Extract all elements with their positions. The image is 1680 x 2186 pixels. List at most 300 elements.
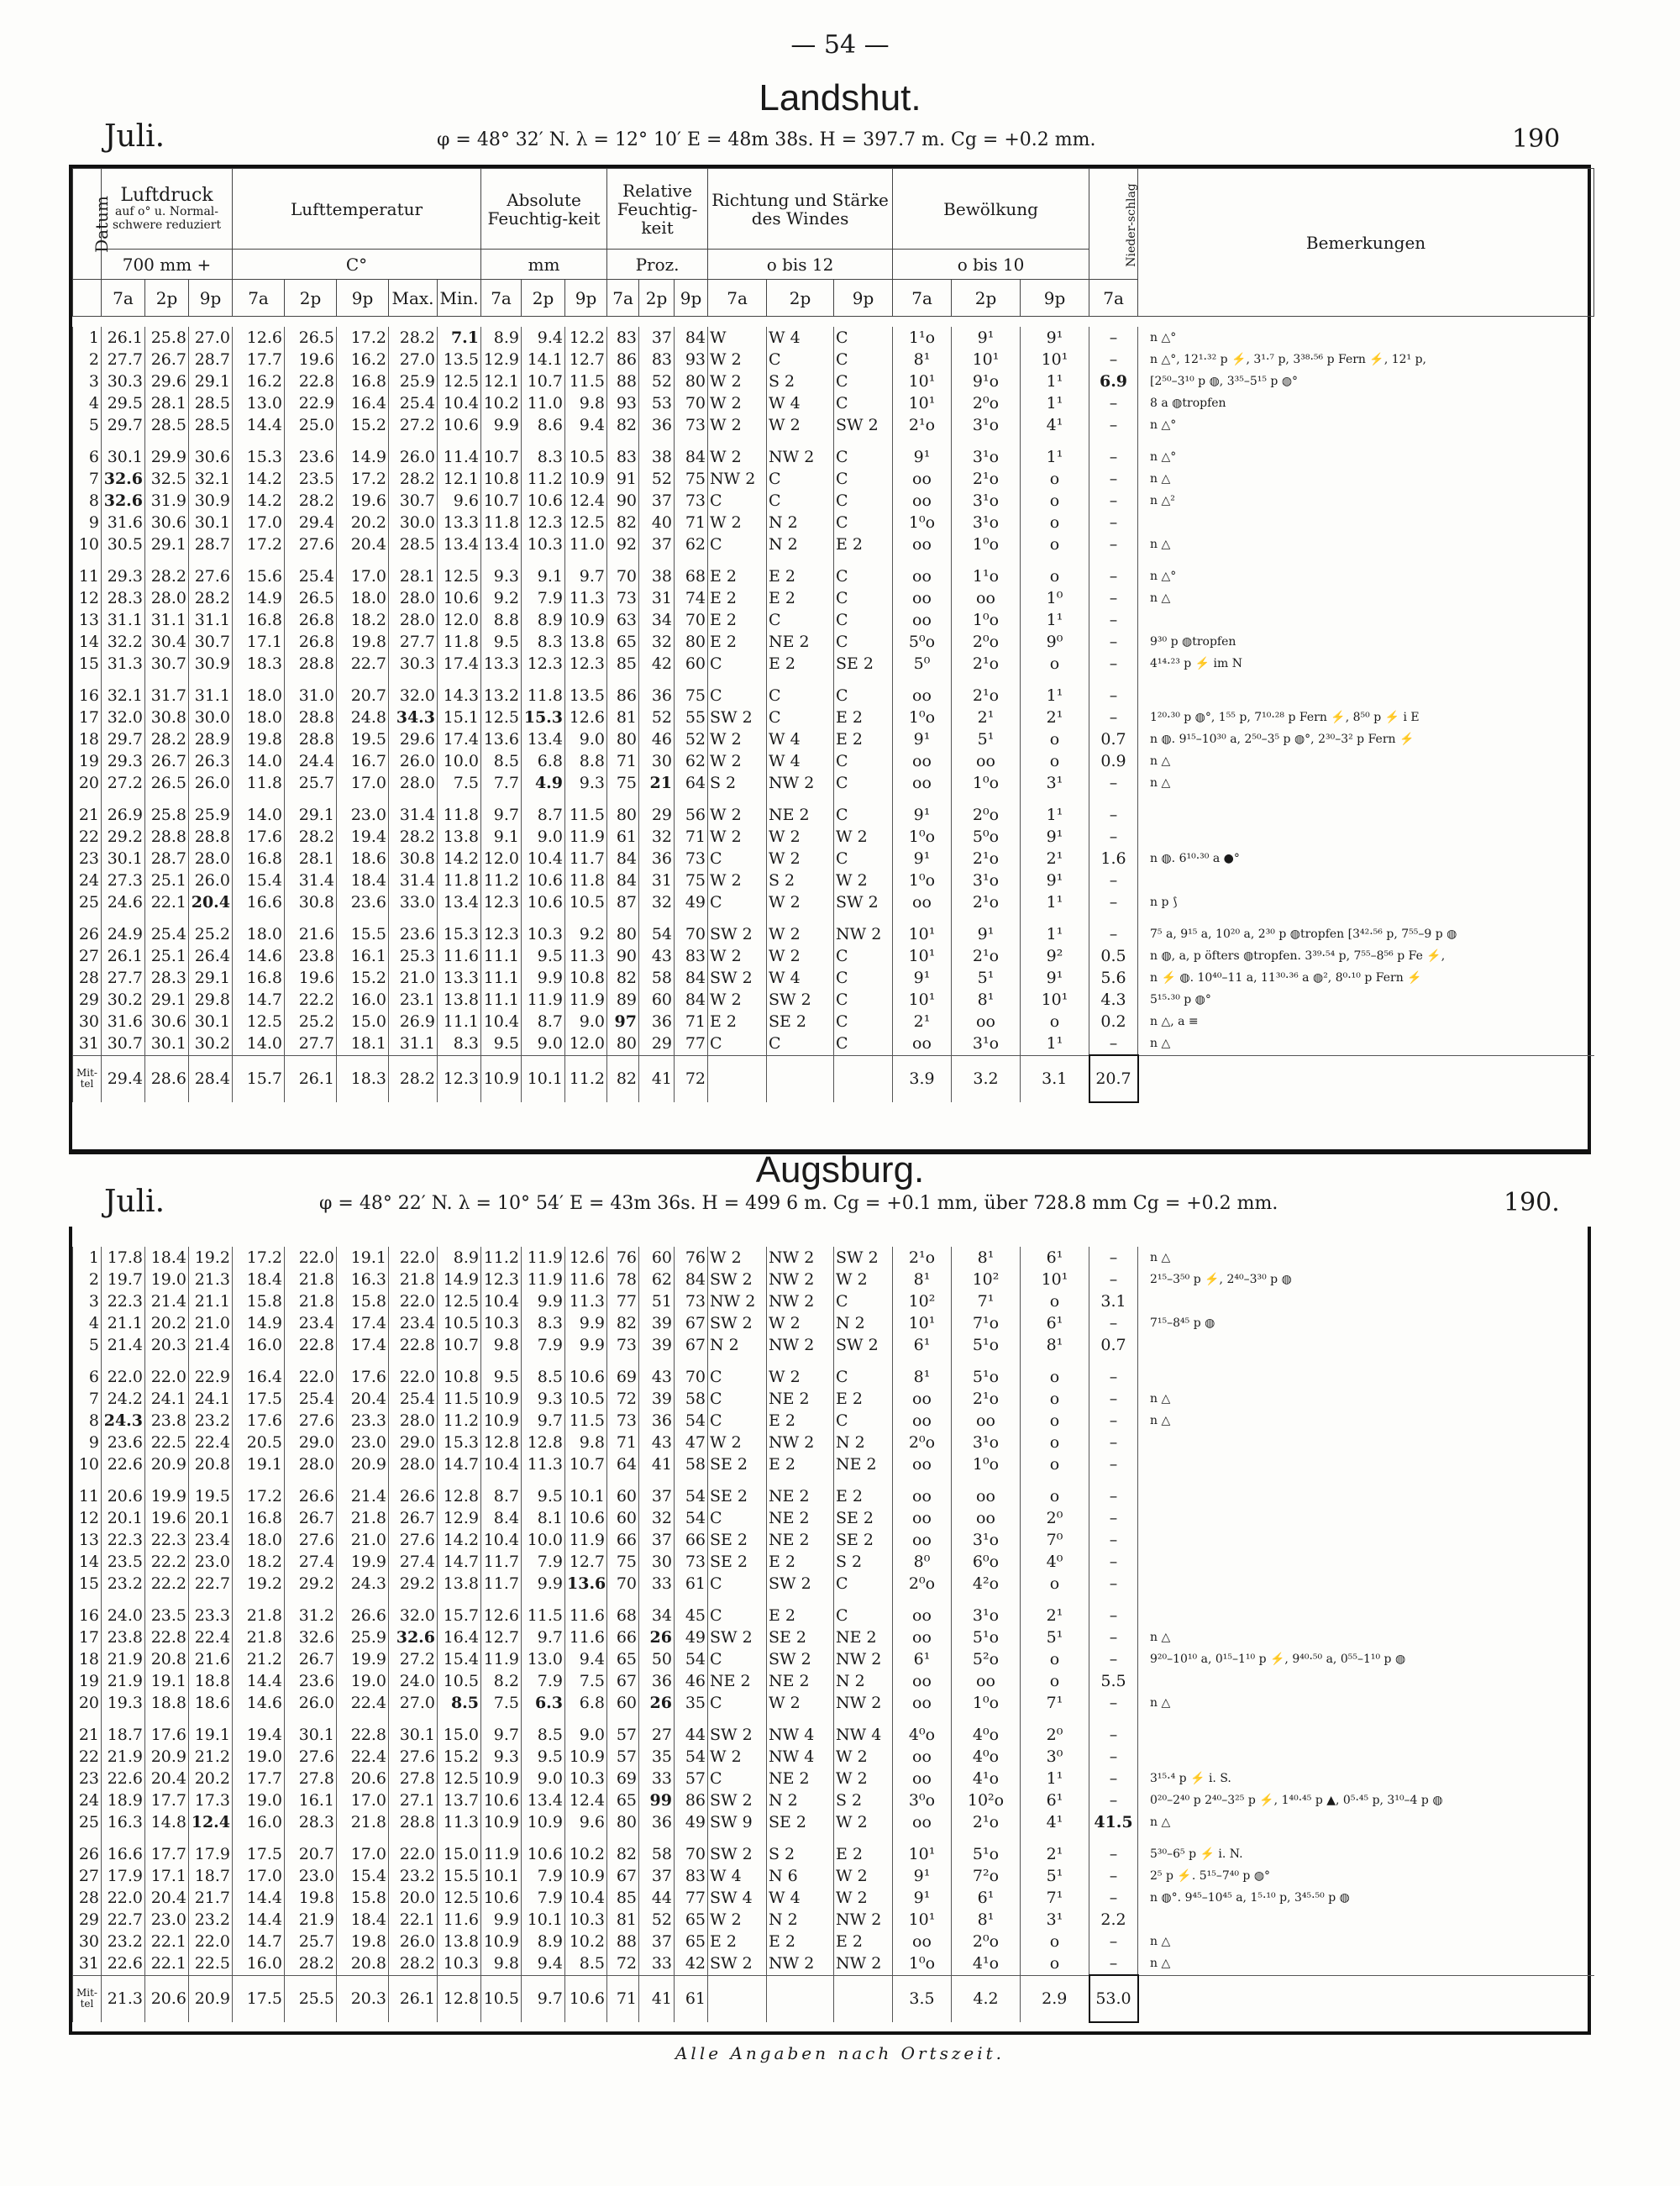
value-cell: 28.1 (285, 848, 337, 870)
value-cell: 9.9 (481, 414, 522, 436)
h-2p: 2p (285, 280, 337, 317)
value-cell: 37 (639, 1931, 675, 1952)
gap-cell (389, 1356, 438, 1366)
value-cell: 8.8 (481, 609, 522, 631)
value-cell: SE 2 (708, 1551, 767, 1573)
value-cell: 1¹ (1021, 685, 1089, 707)
value-cell: 18.0 (233, 1529, 285, 1551)
gap-cell (337, 1356, 389, 1366)
value-cell: 60 (607, 1692, 639, 1714)
value-cell: 65 (607, 1789, 639, 1811)
value-cell: 14.4 (233, 1909, 285, 1931)
gap-cell (639, 436, 675, 446)
value-cell: 1.6 (1089, 848, 1138, 870)
table-row (73, 870, 1595, 891)
value-cell: 65 (675, 1931, 708, 1952)
value-cell: 70 (675, 1366, 708, 1388)
value-cell: 30.0 (189, 707, 233, 728)
value-cell: 27.2 (389, 414, 438, 436)
gap-cell (189, 1356, 233, 1366)
value-cell: 21.9 (102, 1648, 145, 1670)
value-cell: 28.9 (189, 728, 233, 750)
value-cell: – (1089, 804, 1138, 826)
gap-cell (73, 1714, 102, 1724)
value-cell: 22.4 (337, 1692, 389, 1714)
value-cell: oo (893, 587, 952, 609)
gap-cell (952, 1833, 1021, 1843)
value-cell: 17.5 (233, 1843, 285, 1865)
value-cell: E 2 (767, 1551, 834, 1573)
value-cell: 14.2 (438, 848, 481, 870)
value-cell: 14.2 (233, 468, 285, 490)
value-cell: 8.3 (522, 631, 565, 653)
gap-cell (893, 1475, 952, 1485)
day-cell: 23 (73, 1768, 102, 1789)
day-cell: 5 (73, 1334, 102, 1356)
gap-cell (1021, 1595, 1089, 1605)
value-cell: 18.2 (337, 609, 389, 631)
remark-cell: n △ (1138, 1247, 1595, 1269)
value-cell: 23.3 (337, 1410, 389, 1432)
value-cell: 29.6 (389, 728, 438, 750)
gap-cell (767, 794, 834, 804)
gap-cell (189, 1595, 233, 1605)
value-cell: 10.9 (481, 1768, 522, 1789)
value-cell: E 2 (767, 1453, 834, 1475)
remark-cell: 2¹⁵–3⁵⁰ p ⚡, 2⁴⁰–3³⁰ p ◍ (1138, 1269, 1595, 1290)
value-cell: 9.4 (522, 327, 565, 349)
value-cell: S 2 (834, 1789, 893, 1811)
value-cell: N 2 (767, 533, 834, 555)
row-gap (73, 436, 1595, 446)
value-cell: 13.0 (522, 1648, 565, 1670)
value-cell: 10.9 (565, 1865, 607, 1887)
value-cell: 8¹ (1021, 1334, 1089, 1356)
remark-cell: 5³⁰–6⁵ p ⚡ i. N. (1138, 1843, 1595, 1865)
value-cell: 23.2 (189, 1909, 233, 1931)
value-cell: 29.1 (189, 370, 233, 392)
value-cell: 19.0 (337, 1670, 389, 1692)
value-cell: 10.6 (565, 1366, 607, 1388)
day-cell: 11 (73, 1485, 102, 1507)
value-cell: 17.2 (337, 327, 389, 349)
value-cell: 22.0 (285, 1366, 337, 1388)
value-cell: 60 (675, 653, 708, 675)
row-gap (73, 1475, 1595, 1485)
row-gap (73, 675, 1595, 685)
year-augsburg: 190. (1504, 1188, 1560, 1217)
mean-cell: 12.8 (438, 1975, 481, 2022)
value-cell: C (834, 565, 893, 587)
value-cell: 64 (607, 1453, 639, 1475)
table-row (73, 1887, 1595, 1909)
value-cell: 18.0 (233, 685, 285, 707)
gap-cell (893, 794, 952, 804)
value-cell: SE 2 (834, 1507, 893, 1529)
gap-cell (73, 1356, 102, 1366)
value-cell: W 2 (834, 870, 893, 891)
remark-cell: n ◍°. 9⁴⁵–10⁴⁵ a, 1⁵·¹⁰ p, 3⁴⁵·⁵⁰ p ◍ (1138, 1887, 1595, 1909)
gap-cell (708, 1714, 767, 1724)
value-cell: 77 (607, 1290, 639, 1312)
value-cell: 12.5 (438, 370, 481, 392)
value-cell: 60 (607, 1485, 639, 1507)
gap-cell (767, 1475, 834, 1485)
value-cell: 29.4 (285, 512, 337, 533)
gap-cell (438, 675, 481, 685)
gap-cell (893, 436, 952, 446)
gap-cell (285, 1833, 337, 1843)
value-cell: 22.2 (145, 1573, 189, 1595)
gap-cell (675, 436, 708, 446)
value-cell: 26.5 (285, 587, 337, 609)
value-cell: E 2 (767, 1410, 834, 1432)
value-cell: W 2 (708, 750, 767, 772)
value-cell: 32.6 (285, 1626, 337, 1648)
value-cell: C (708, 1033, 767, 1055)
value-cell: 11.2 (438, 1410, 481, 1432)
value-cell: 29.6 (145, 370, 189, 392)
gap-cell (639, 1595, 675, 1605)
value-cell: 17.4 (337, 1334, 389, 1356)
value-cell: 11.1 (481, 945, 522, 967)
value-cell: 9.5 (481, 1366, 522, 1388)
value-cell: 1¹ (1021, 923, 1089, 945)
value-cell: 22.2 (285, 989, 337, 1011)
value-cell: W 2 (834, 1887, 893, 1909)
value-cell: 4.3 (1089, 989, 1138, 1011)
remark-cell (1138, 1507, 1595, 1529)
value-cell: 71 (607, 750, 639, 772)
table-row (73, 1507, 1595, 1529)
value-cell: 23.0 (189, 1551, 233, 1573)
mean-cell: 41 (639, 1975, 675, 2022)
value-cell: 29.1 (189, 967, 233, 989)
value-cell: 23.6 (389, 923, 438, 945)
value-cell: 10.9 (481, 1410, 522, 1432)
value-cell: 29.9 (145, 446, 189, 468)
value-cell: 29.1 (145, 533, 189, 555)
gap-cell (233, 555, 285, 565)
value-cell: 14.6 (233, 945, 285, 967)
value-cell: W 4 (767, 327, 834, 349)
day-cell: 22 (73, 826, 102, 848)
value-cell: 1¹ (1021, 370, 1089, 392)
value-cell: 31.1 (189, 685, 233, 707)
value-cell: 15.4 (233, 870, 285, 891)
mean-cell: 26.1 (389, 1975, 438, 2022)
value-cell: 67 (607, 1670, 639, 1692)
value-cell: 26.0 (285, 1692, 337, 1714)
day-cell: 6 (73, 1366, 102, 1388)
value-cell: 21.2 (189, 1746, 233, 1768)
value-cell: 54 (675, 1485, 708, 1507)
value-cell: 22.7 (337, 653, 389, 675)
value-cell: 10.9 (565, 1746, 607, 1768)
value-cell: 21.3 (189, 1269, 233, 1290)
value-cell: 3.1 (1089, 1290, 1138, 1312)
value-cell: 14.0 (233, 804, 285, 826)
gap-cell (189, 913, 233, 923)
value-cell: 27.7 (389, 631, 438, 653)
value-cell: 62 (675, 750, 708, 772)
gap-cell (565, 1833, 607, 1843)
value-cell: C (834, 370, 893, 392)
value-cell: 9.4 (565, 414, 607, 436)
value-cell: 14.7 (438, 1551, 481, 1573)
gap-cell (102, 436, 145, 446)
remark-cell (1138, 826, 1595, 848)
value-cell: 11.3 (565, 945, 607, 967)
value-cell: W 2 (708, 512, 767, 533)
value-cell: 26.6 (389, 1485, 438, 1507)
value-cell: 10.3 (481, 1312, 522, 1334)
value-cell: 20.7 (285, 1843, 337, 1865)
footer-note: Alle Angaben nach Ortszeit. (675, 2043, 1005, 2063)
value-cell: 28.3 (285, 1811, 337, 1833)
remark-cell: n △ (1138, 468, 1595, 490)
row-gap (73, 1595, 1595, 1605)
value-cell: 24.0 (102, 1605, 145, 1626)
value-cell: NW 2 (708, 468, 767, 490)
value-cell: 84 (675, 327, 708, 349)
value-cell: 10.5 (565, 446, 607, 468)
value-cell: 28.8 (285, 707, 337, 728)
day-cell: 1 (73, 327, 102, 349)
table-row (73, 327, 1595, 349)
value-cell: 32.2 (102, 631, 145, 653)
gap-cell (233, 675, 285, 685)
gap-cell (893, 675, 952, 685)
value-cell: 10.6 (438, 587, 481, 609)
value-cell: W 2 (708, 1909, 767, 1931)
value-cell: 19.5 (189, 1485, 233, 1507)
value-cell: 30.1 (102, 848, 145, 870)
table-row (73, 1692, 1595, 1714)
value-cell: 12.4 (189, 1811, 233, 1833)
value-cell: 17.8 (102, 1247, 145, 1269)
value-cell: 26.0 (389, 446, 438, 468)
value-cell: 10.5 (438, 1670, 481, 1692)
mean-cell: 61 (675, 1975, 708, 2022)
gap-cell (145, 913, 189, 923)
value-cell: 17.7 (233, 1768, 285, 1789)
h-2p: 2p (952, 280, 1021, 317)
value-cell: 30.7 (389, 490, 438, 512)
value-cell: 12.4 (565, 1789, 607, 1811)
value-cell: 19.2 (233, 1573, 285, 1595)
value-cell: C (834, 446, 893, 468)
value-cell: E 2 (708, 587, 767, 609)
value-cell: 20.6 (337, 1768, 389, 1789)
gap-cell (438, 1475, 481, 1485)
value-cell: 10.3 (438, 1952, 481, 1975)
table-row (73, 1529, 1595, 1551)
value-cell: o (1021, 1670, 1089, 1692)
value-cell: 76 (607, 1247, 639, 1269)
value-cell: 10²o (952, 1789, 1021, 1811)
day-cell: 24 (73, 1789, 102, 1811)
gap-cell (952, 1595, 1021, 1605)
value-cell: 22.0 (102, 1887, 145, 1909)
value-cell: 17.6 (233, 826, 285, 848)
value-cell: 10¹ (893, 923, 952, 945)
day-cell: 26 (73, 1843, 102, 1865)
remark-cell: n △ (1138, 1931, 1595, 1952)
value-cell: 75 (675, 468, 708, 490)
value-cell: 4⁰o (952, 1724, 1021, 1746)
value-cell: 9.5 (522, 945, 565, 967)
value-cell: 2¹ (952, 707, 1021, 728)
value-cell: SW 2 (708, 1843, 767, 1865)
day-cell: 27 (73, 945, 102, 967)
value-cell: 12.5 (438, 1887, 481, 1909)
gap-cell (233, 1595, 285, 1605)
value-cell: C (834, 1366, 893, 1388)
value-cell: 10.7 (522, 370, 565, 392)
value-cell: 25.4 (389, 392, 438, 414)
value-cell: 10¹ (1021, 989, 1089, 1011)
day-cell: 10 (73, 533, 102, 555)
value-cell: 31.7 (145, 685, 189, 707)
value-cell: 83 (675, 1865, 708, 1887)
value-cell: C (767, 707, 834, 728)
value-cell: 9.4 (565, 1648, 607, 1670)
day-cell: 3 (73, 1290, 102, 1312)
remark-cell (1138, 609, 1595, 631)
value-cell: 10¹ (893, 1312, 952, 1334)
gap-cell (675, 675, 708, 685)
gap-cell (389, 1714, 438, 1724)
value-cell: 9.7 (522, 1626, 565, 1648)
value-cell: 92 (607, 533, 639, 555)
gap-cell (337, 1714, 389, 1724)
value-cell: o (1021, 1410, 1089, 1432)
remark-cell (1138, 1573, 1595, 1595)
value-cell: 0.2 (1089, 1011, 1138, 1033)
value-cell: 15.2 (337, 967, 389, 989)
gap-cell (893, 1714, 952, 1724)
gap-cell (708, 1475, 767, 1485)
value-cell: 9.1 (522, 565, 565, 587)
mean-cell: 71 (607, 1975, 639, 2022)
value-cell: 12.7 (481, 1626, 522, 1648)
value-cell: 28.0 (145, 587, 189, 609)
value-cell: 15.1 (438, 707, 481, 728)
value-cell: 17.2 (233, 1247, 285, 1269)
value-cell: C (708, 1648, 767, 1670)
table-row (73, 1312, 1595, 1334)
value-cell: SW 2 (708, 1724, 767, 1746)
day-cell: 6 (73, 446, 102, 468)
value-cell: S 2 (708, 772, 767, 794)
value-cell: W 4 (708, 1865, 767, 1887)
value-cell: 5⁰ (893, 653, 952, 675)
value-cell: 3⁰o (893, 1789, 952, 1811)
mean-cell: 3.9 (893, 1055, 952, 1102)
value-cell: 70 (675, 923, 708, 945)
day-cell: 19 (73, 750, 102, 772)
value-cell: 9.6 (438, 490, 481, 512)
value-cell: 10.3 (565, 1768, 607, 1789)
value-cell: 32 (639, 826, 675, 848)
gap-cell (1138, 436, 1595, 446)
value-cell: 27 (639, 1724, 675, 1746)
value-cell: 66 (675, 1529, 708, 1551)
table-row (73, 1453, 1595, 1475)
value-cell: 15.3 (233, 446, 285, 468)
value-cell: 1¹ (1021, 804, 1089, 826)
value-cell: 19.1 (145, 1670, 189, 1692)
value-cell: C (834, 327, 893, 349)
value-cell: 10¹ (893, 989, 952, 1011)
value-cell: C (834, 967, 893, 989)
gap-cell (952, 1475, 1021, 1485)
value-cell: 10.5 (438, 1312, 481, 1334)
value-cell: 10.0 (522, 1529, 565, 1551)
value-cell: 44 (639, 1887, 675, 1909)
gap-cell (481, 1595, 522, 1605)
value-cell: 9.3 (481, 1746, 522, 1768)
mean-cell: 9.7 (522, 1975, 565, 2022)
value-cell: 27.7 (285, 1033, 337, 1055)
value-cell: o (1021, 1366, 1089, 1388)
value-cell: 73 (675, 1551, 708, 1573)
table-row (73, 1573, 1595, 1595)
value-cell: 24.8 (337, 707, 389, 728)
value-cell: 93 (607, 392, 639, 414)
value-cell: 10.5 (565, 891, 607, 913)
value-cell: NW 2 (767, 1952, 834, 1975)
value-cell: 3¹ (1021, 1909, 1089, 1931)
value-cell: 28.2 (189, 587, 233, 609)
value-cell: 18.7 (189, 1865, 233, 1887)
header-abs-feuchtigkeit: Absolute Feuchtig-keit (481, 169, 607, 250)
value-cell: C (834, 468, 893, 490)
value-cell: 66 (607, 1626, 639, 1648)
value-cell: 18.4 (337, 870, 389, 891)
gap-cell (233, 1475, 285, 1485)
value-cell: 57 (675, 1768, 708, 1789)
gap-cell (389, 555, 438, 565)
value-cell: oo (893, 609, 952, 631)
value-cell: 5¹ (952, 967, 1021, 989)
value-cell: 30.9 (189, 490, 233, 512)
value-cell: SW 2 (767, 989, 834, 1011)
mean-cell: 20.3 (337, 1975, 389, 2022)
gap-cell (1089, 675, 1138, 685)
gap-cell (145, 1475, 189, 1485)
value-cell: 8.8 (565, 750, 607, 772)
value-cell: 5¹ (1021, 1626, 1089, 1648)
gap-cell (285, 794, 337, 804)
value-cell: 21.7 (189, 1887, 233, 1909)
value-cell: 7.9 (522, 1551, 565, 1573)
value-cell: 17.0 (337, 565, 389, 587)
gap-cell (834, 555, 893, 565)
value-cell: C (708, 653, 767, 675)
value-cell: 20.3 (145, 1334, 189, 1356)
value-cell: 4⁰o (893, 1724, 952, 1746)
remark-cell: n ⚡ ◍. 10⁴⁰–11 a, 11³⁰·³⁶ a ◍², 8⁰·¹⁰ p Fern ⚡ (1138, 967, 1595, 989)
value-cell: – (1089, 609, 1138, 631)
value-cell: 70 (607, 1573, 639, 1595)
gap-cell (337, 675, 389, 685)
value-cell: 39 (639, 1312, 675, 1334)
value-cell: 18.1 (337, 1033, 389, 1055)
gap-cell (565, 1475, 607, 1485)
value-cell: 21.0 (189, 1312, 233, 1334)
